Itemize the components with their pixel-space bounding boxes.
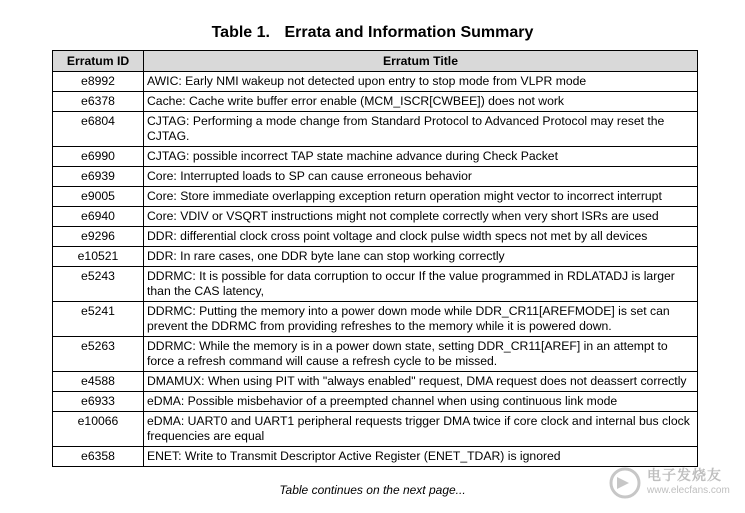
table-title: Errata and Information Summary	[284, 24, 534, 41]
table-row	[53, 267, 698, 302]
watermark-url: www.elecfans.com	[647, 485, 730, 496]
erratum-id: e6378	[53, 92, 144, 112]
header-erratum-title: Erratum Title	[144, 51, 698, 72]
erratum-title: CJTAG: Performing a mode change from Standard Protocol to Advanced Protocol may reset the CJTAG.	[144, 112, 698, 147]
erratum-id: e5243	[53, 267, 144, 302]
watermark-text: 电子发烧友	[647, 467, 722, 483]
erratum-title: DMAMUX: When using PIT with "always enabled" request, DMA request does not deassert correctly	[144, 372, 698, 392]
table-row	[53, 92, 698, 112]
erratum-title: Core: VDIV or VSQRT instructions might not complete correctly when very short ISRs are used	[144, 207, 698, 227]
erratum-title: DDRMC: While the memory is in a power down state, setting DDR_CR11[AREF] in an attempt to force a refresh command will cause a refresh cycle to be missed.	[144, 337, 698, 372]
header-erratum-id: Erratum ID	[53, 51, 144, 72]
erratum-id: e5241	[53, 302, 144, 337]
header-row	[53, 51, 698, 72]
table-row	[53, 447, 698, 467]
erratum-title: CJTAG: possible incorrect TAP state machine advance during Check Packet	[144, 147, 698, 167]
erratum-id: e10066	[53, 412, 144, 447]
errata-table	[52, 50, 698, 467]
erratum-title: eDMA: Possible misbehavior of a preempted channel when using continuous link mode	[144, 392, 698, 412]
erratum-id: e6804	[53, 112, 144, 147]
erratum-id: e10521	[53, 247, 144, 267]
table-row	[53, 337, 698, 372]
table-row	[53, 72, 698, 92]
erratum-id: e8992	[53, 72, 144, 92]
table-row	[53, 227, 698, 247]
erratum-id: e4588	[53, 372, 144, 392]
erratum-id: e6990	[53, 147, 144, 167]
erratum-title: Core: Store immediate overlapping exception return operation might vector to incorrect interrupt	[144, 187, 698, 207]
table-number: Table 1.	[211, 24, 270, 41]
erratum-id: e9296	[53, 227, 144, 247]
table-row	[53, 412, 698, 447]
erratum-id: e9005	[53, 187, 144, 207]
table-row	[53, 392, 698, 412]
erratum-id: e6933	[53, 392, 144, 412]
erratum-id: e6358	[53, 447, 144, 467]
table-row	[53, 147, 698, 167]
table-row	[53, 207, 698, 227]
page-title	[0, 24, 745, 42]
erratum-title: DDR: differential clock cross point voltage and clock pulse width specs not met by all devices	[144, 227, 698, 247]
watermark-logo-icon	[607, 463, 643, 503]
erratum-title: Cache: Cache write buffer error enable (MCM_ISCR[CWBEE]) does not work	[144, 92, 698, 112]
erratum-title: AWIC: Early NMI wakeup not detected upon entry to stop mode from VLPR mode	[144, 72, 698, 92]
erratum-title: DDRMC: Putting the memory into a power down mode while DDR_CR11[AREFMODE] is set can prevent the DDRMC from providing refreshes to the memory while it is powered down.	[144, 302, 698, 337]
table-row	[53, 372, 698, 392]
erratum-title: ENET: Write to Transmit Descriptor Active Register (ENET_TDAR) is ignored	[144, 447, 698, 467]
table-row	[53, 247, 698, 267]
erratum-title: DDR: In rare cases, one DDR byte lane can stop working correctly	[144, 247, 698, 267]
table-row	[53, 112, 698, 147]
erratum-title: DDRMC: It is possible for data corruption to occur If the value programmed in RDLATADJ is larger than the CAS latency,	[144, 267, 698, 302]
table-row	[53, 167, 698, 187]
table-row	[53, 302, 698, 337]
watermark	[607, 461, 737, 505]
continuation-note: Table continues on the next page...	[279, 483, 466, 497]
table-row	[53, 187, 698, 207]
erratum-id: e5263	[53, 337, 144, 372]
erratum-id: e6940	[53, 207, 144, 227]
erratum-id: e6939	[53, 167, 144, 187]
erratum-title: eDMA: UART0 and UART1 peripheral requests trigger DMA twice if core clock and internal bus clock frequencies are equal	[144, 412, 698, 447]
erratum-title: Core: Interrupted loads to SP can cause erroneous behavior	[144, 167, 698, 187]
